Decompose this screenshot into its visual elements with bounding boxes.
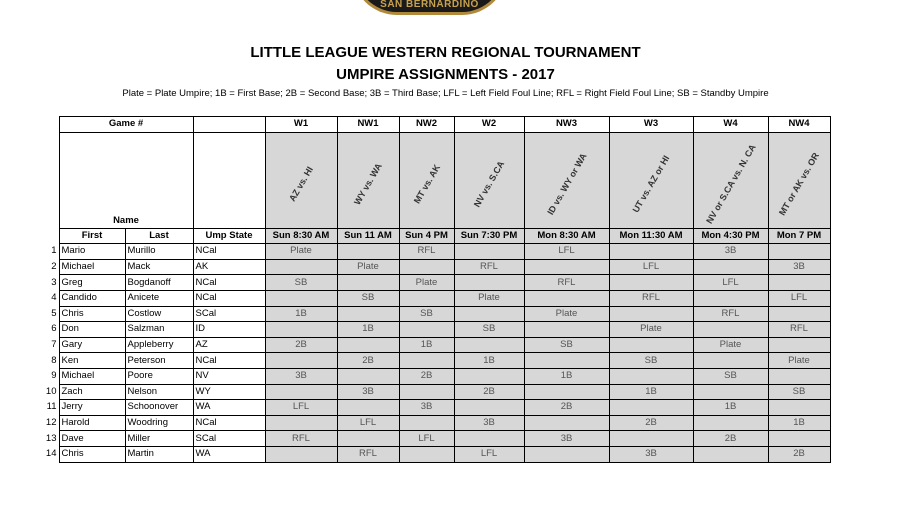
row-number: 13 [45,432,57,444]
last-name-cell: Nelson [125,384,193,400]
assignment-cell [768,431,830,447]
assignment-cell [454,337,524,353]
assignment-cell: RFL [265,431,337,447]
assignment-cell: LFL [265,400,337,416]
assignment-cell [265,353,337,369]
assignment-cell [609,431,693,447]
matchup-cell [399,132,454,228]
matchup-cell [454,132,524,228]
ump-state-cell: NCal [193,353,265,369]
assignment-cell [454,368,524,384]
game-code: NW1 [337,117,399,133]
ump-state-cell: NCal [193,290,265,306]
game-time: Sun 7:30 PM [454,228,524,244]
assignment-cell: Plate [265,244,337,260]
ump-state-header: Ump State [193,228,265,244]
assignment-cell [609,275,693,291]
game-time: Mon 8:30 AM [524,228,609,244]
assignment-cell: 1B [399,337,454,353]
assignment-cell: 3B [524,431,609,447]
assignment-cell: SB [337,290,399,306]
first-name-cell: Don [59,322,125,338]
assignment-cell: SB [524,337,609,353]
umpire-row [44,290,830,306]
game-code: W2 [454,117,524,133]
game-time: Mon 7 PM [768,228,830,244]
assignment-cell: 2B [768,446,830,462]
assignment-cell [337,400,399,416]
assignment-cell: RFL [693,306,768,322]
assignment-cell [399,415,454,431]
assignment-cell: 3B [768,259,830,275]
ump-state-cell: ID [193,322,265,338]
first-name-cell: Candido [59,290,125,306]
assignment-cell [454,306,524,322]
first-name-cell: Chris [59,306,125,322]
assignment-cell: RFL [609,290,693,306]
ump-state-cell: WA [193,446,265,462]
blank-header [193,117,265,133]
matchup-text: NV vs. S.CA [471,159,507,209]
assignment-cell [399,353,454,369]
assignment-cell [265,415,337,431]
assignment-cell: LFL [399,431,454,447]
assignment-cell: Plate [337,259,399,275]
assignment-cell: 2B [609,415,693,431]
umpire-row [44,275,830,291]
umpire-rows [44,244,830,462]
game-time: Sun 11 AM [337,228,399,244]
assignment-cell: 2B [524,400,609,416]
matchup-cell [693,132,768,228]
assignment-cell: SB [399,306,454,322]
last-name-cell: Costlow [125,306,193,322]
assignment-cell [609,306,693,322]
logo-text: SAN BERNARDINO [380,0,479,10]
first-name-cell: Michael [59,259,125,275]
assignment-cell [265,290,337,306]
first-name-header: First [59,228,125,244]
assignment-cell: 1B [454,353,524,369]
assignment-cell [265,259,337,275]
assignment-cell [768,368,830,384]
ump-state-cell: NCal [193,275,265,291]
matchup-text: MT vs. AK [411,162,442,206]
assignment-cell: 3B [609,446,693,462]
assignment-cell [524,290,609,306]
assignment-cell [768,275,830,291]
document-subtitle: UMPIRE ASSIGNMENTS - 2017 [336,66,555,83]
assignment-cell [399,322,454,338]
umpire-row [44,400,830,416]
matchup-text: MT or AK vs. OR [776,150,822,217]
row-number: 11 [46,401,57,413]
row-number: 2 [51,261,57,273]
matchup-cell [265,132,337,228]
game-code: NW3 [524,117,609,133]
umpire-assignment-table [44,116,831,463]
first-name-cell: Ken [59,353,125,369]
assignment-cell [768,306,830,322]
first-name-cell: Dave [59,431,125,447]
assignment-cell [399,259,454,275]
matchup-text: UT vs. AZ or HI [630,153,672,215]
matchup-row [44,132,830,228]
assignment-cell [609,337,693,353]
first-name-cell: Harold [59,415,125,431]
assignment-cell: 2B [337,353,399,369]
row-number: 8 [51,354,57,366]
ump-state-cell: WA [193,400,265,416]
assignment-cell [768,244,830,260]
assignment-cell: RFL [337,446,399,462]
assignment-cell [265,384,337,400]
last-name-cell: Anicete [125,290,193,306]
matchup-text: AZ vs. HI [287,164,315,204]
assignment-cell: 2B [399,368,454,384]
assignment-cell [768,337,830,353]
assignment-cell [693,415,768,431]
last-name-cell: Schoonover [125,400,193,416]
matchup-cell [768,132,830,228]
game-code-row [44,117,830,133]
first-name-cell: Mario [59,244,125,260]
assignment-cell: 2B [693,431,768,447]
assignment-cell [399,290,454,306]
row-number: 7 [51,339,57,351]
row-number: 12 [45,417,57,429]
assignment-cell: LFL [454,446,524,462]
assignment-cell [609,400,693,416]
assignment-cell [524,259,609,275]
ump-state-cell: AZ [193,337,265,353]
umpire-row [44,337,830,353]
assignment-cell [265,446,337,462]
assignment-cell [693,353,768,369]
assignment-cell [524,415,609,431]
assignment-cell: Plate [524,306,609,322]
assignment-cell: LFL [524,244,609,260]
assignment-cell: SB [609,353,693,369]
assignment-cell: 3B [337,384,399,400]
row-number: 14 [45,448,57,460]
row-number: 5 [51,307,57,319]
assignment-cell [337,306,399,322]
ump-state-cell: WY [193,384,265,400]
assignment-cell [693,259,768,275]
matchup-text: WY vs. WA [352,161,384,207]
matchup-cell [609,132,693,228]
umpire-row [44,322,830,338]
assignment-cell [454,400,524,416]
assignment-cell: RFL [454,259,524,275]
document-title: LITTLE LEAGUE WESTERN REGIONAL TOURNAMENT [250,44,641,61]
first-name-cell: Gary [59,337,125,353]
assignment-cell: 1B [524,368,609,384]
umpire-row [44,384,830,400]
assignment-cell [693,290,768,306]
first-name-cell: Michael [59,368,125,384]
umpire-row [44,446,830,462]
assignment-cell [524,446,609,462]
ump-state-cell: NCal [193,244,265,260]
first-name-cell: Chris [59,446,125,462]
last-name-cell: Salzman [125,322,193,338]
umpire-row [44,353,830,369]
ump-state-cell: NV [193,368,265,384]
assignment-cell [337,337,399,353]
assignment-cell [337,275,399,291]
assignment-cell: RFL [768,322,830,338]
assignment-cell: SB [454,322,524,338]
assignment-cell [693,446,768,462]
assignment-cell [399,384,454,400]
assignment-cell [265,322,337,338]
last-name-cell: Poore [125,368,193,384]
assignment-cell [454,275,524,291]
assignment-cell: SB [768,384,830,400]
game-code: W3 [609,117,693,133]
matchup-cell [337,132,399,228]
umpire-row [44,259,830,275]
assignment-cell: RFL [524,275,609,291]
umpire-row [44,368,830,384]
assignment-cell [337,431,399,447]
name-label: Name [113,214,139,226]
assignment-cell [337,368,399,384]
name-header [59,132,193,228]
blank-header [193,132,265,228]
row-number: 9 [51,370,57,382]
umpire-row [44,244,830,260]
game-time: Sun 4 PM [399,228,454,244]
assignment-cell [524,384,609,400]
assignment-cell [454,431,524,447]
position-legend: Plate = Plate Umpire; 1B = First Base; 2B = Second Base; 3B = Third Base; LFL = Left Field Foul Line; RFL = Right Field Foul Line; SB = Standby Umpire [122,88,769,99]
game-number-header: Game # [59,117,193,133]
row-number: 3 [51,276,57,288]
assignment-cell [454,244,524,260]
assignment-cell: 1B [693,400,768,416]
assignment-cell: SB [265,275,337,291]
assignment-cell [524,322,609,338]
assignment-cell: 3B [265,368,337,384]
assignment-cell: 1B [265,306,337,322]
first-name-cell: Jerry [59,400,125,416]
game-code: W4 [693,117,768,133]
assignment-cell [693,322,768,338]
game-time: Mon 11:30 AM [609,228,693,244]
last-name-cell: Appleberry [125,337,193,353]
last-name-cell: Mack [125,259,193,275]
last-name-header: Last [125,228,193,244]
last-name-cell: Peterson [125,353,193,369]
assignment-cell [609,368,693,384]
first-name-cell: Greg [59,275,125,291]
ump-state-cell: SCal [193,306,265,322]
league-logo [352,0,507,15]
game-code: NW2 [399,117,454,133]
assignment-cell: LFL [609,259,693,275]
assignment-cell: Plate [454,290,524,306]
matchup-text: NV or S.CA vs. N. CA [703,142,758,226]
assignment-cell: RFL [399,244,454,260]
assignment-cell: 2B [265,337,337,353]
assignment-cell: SB [693,368,768,384]
last-name-cell: Miller [125,431,193,447]
last-name-cell: Murillo [125,244,193,260]
assignment-cell: 1B [768,415,830,431]
row-number: 4 [51,292,57,304]
matchup-cell [524,132,609,228]
game-time: Mon 4:30 PM [693,228,768,244]
last-name-cell: Bogdanoff [125,275,193,291]
first-name-cell: Zach [59,384,125,400]
assignment-cell: 3B [454,415,524,431]
row-number: 10 [45,385,57,397]
assignment-cell: 1B [337,322,399,338]
assignment-cell: Plate [768,353,830,369]
assignment-cell: LFL [768,290,830,306]
matchup-text: ID vs. WY or WA [544,151,589,217]
umpire-row [44,431,830,447]
ump-state-cell: AK [193,259,265,275]
ump-state-cell: NCal [193,415,265,431]
umpire-row [44,306,830,322]
assignment-cell [693,384,768,400]
assignment-cell: LFL [693,275,768,291]
column-header-row [44,228,830,244]
assignment-cell: 2B [454,384,524,400]
assignment-cell: 1B [609,384,693,400]
assignment-cell: 3B [399,400,454,416]
ump-state-cell: SCal [193,431,265,447]
assignment-cell [399,446,454,462]
last-name-cell: Woodring [125,415,193,431]
assignment-cell [337,244,399,260]
last-name-cell: Martin [125,446,193,462]
row-number: 6 [51,323,57,335]
game-time: Sun 8:30 AM [265,228,337,244]
assignment-cell [609,244,693,260]
game-code: NW4 [768,117,830,133]
row-number: 1 [51,245,57,257]
assignment-cell [768,400,830,416]
assignment-cell: Plate [609,322,693,338]
assignment-cell: Plate [399,275,454,291]
assignment-cell: Plate [693,337,768,353]
assignment-cell: 3B [693,244,768,260]
game-code: W1 [265,117,337,133]
assignment-cell: LFL [337,415,399,431]
assignment-cell [524,353,609,369]
umpire-row [44,415,830,431]
